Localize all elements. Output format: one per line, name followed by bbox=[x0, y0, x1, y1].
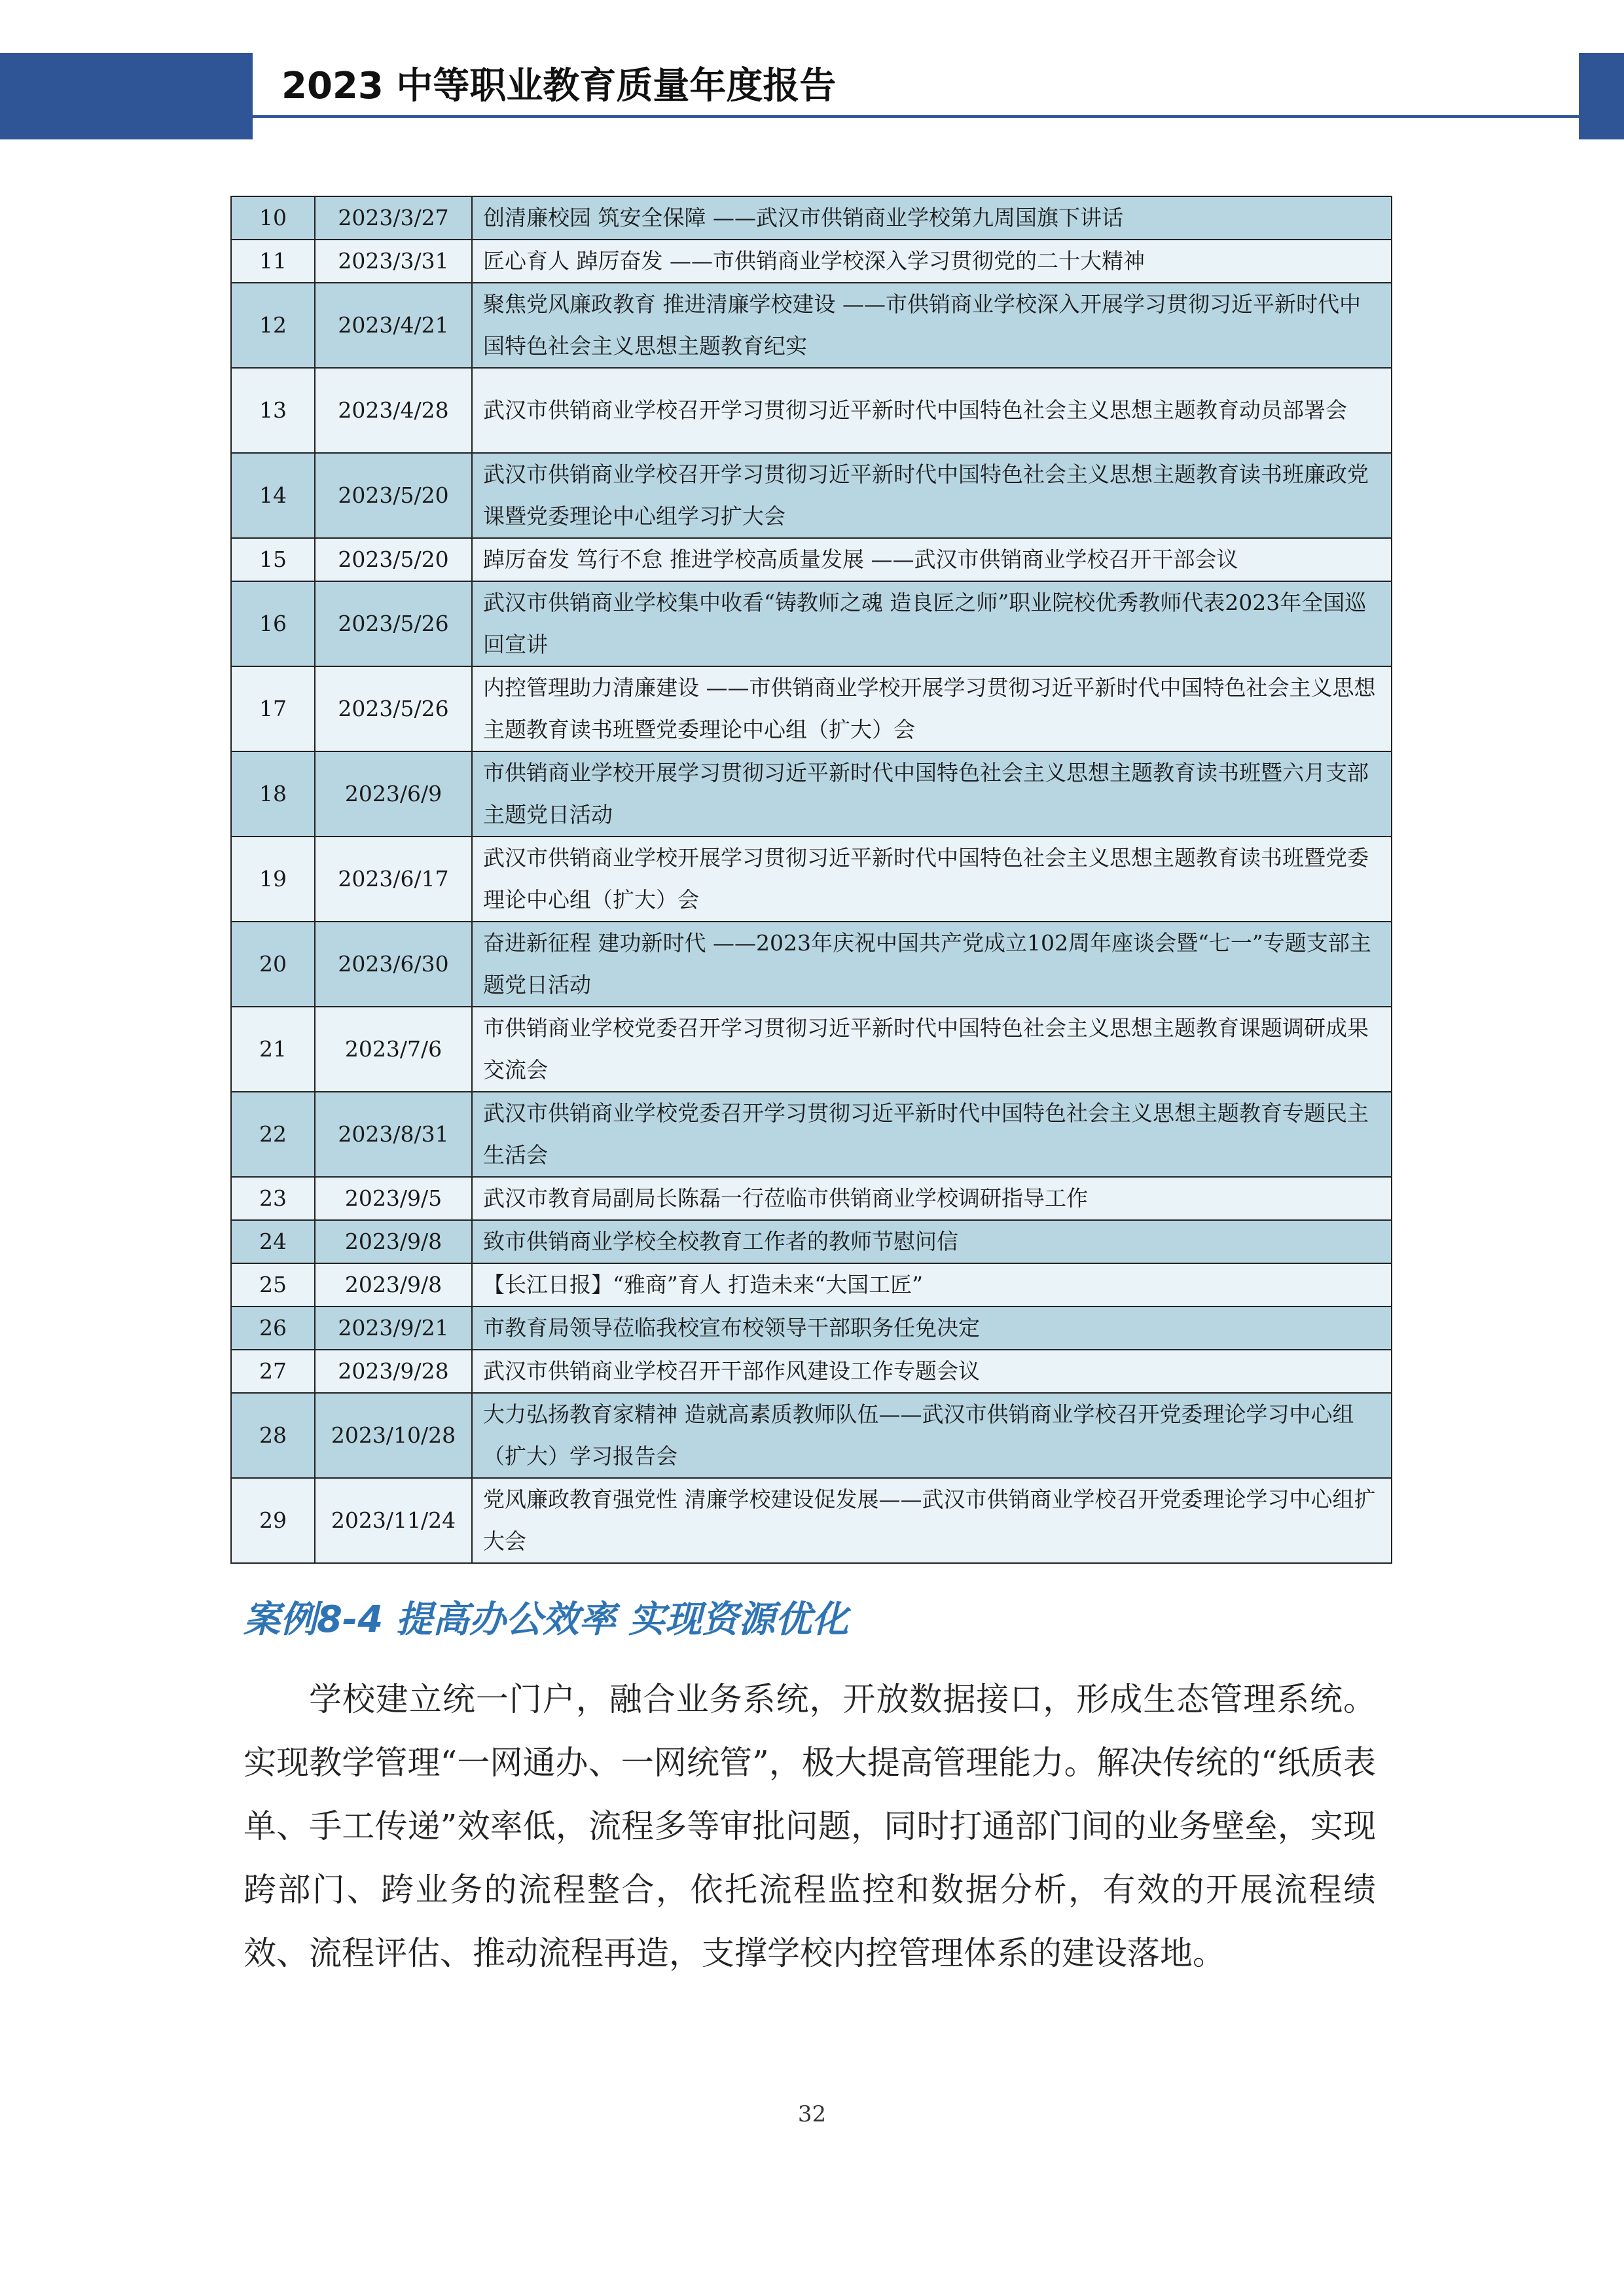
table-row bbox=[231, 1007, 1392, 1092]
row-number-cell: 20 bbox=[231, 922, 315, 1007]
table-row bbox=[231, 922, 1392, 1007]
row-date-cell: 2023/8/31 bbox=[315, 1092, 472, 1177]
row-date-cell: 2023/3/27 bbox=[315, 196, 472, 240]
row-number-cell: 14 bbox=[231, 453, 315, 538]
row-date-cell: 2023/10/28 bbox=[315, 1393, 472, 1478]
row-date-cell: 2023/9/8 bbox=[315, 1220, 472, 1263]
row-title-cell: 武汉市供销商业学校召开干部作风建设工作专题会议 bbox=[472, 1350, 1392, 1393]
row-number-cell: 12 bbox=[231, 283, 315, 368]
row-date-cell: 2023/6/17 bbox=[315, 837, 472, 922]
row-number-cell: 28 bbox=[231, 1393, 315, 1478]
table-row bbox=[231, 538, 1392, 581]
row-number-cell: 26 bbox=[231, 1307, 315, 1350]
row-date-cell: 2023/5/26 bbox=[315, 666, 472, 751]
row-title-cell: 武汉市供销商业学校召开学习贯彻习近平新时代中国特色社会主义思想主题教育读书班廉政党课暨党委理论中心组学习扩大会 bbox=[472, 453, 1392, 538]
header-accent-right bbox=[1579, 53, 1624, 139]
row-title-cell: 创清廉校园 筑安全保障 ——武汉市供销商业学校第九周国旗下讲话 bbox=[472, 196, 1392, 240]
row-title-cell: 奋进新征程 建功新时代 ——2023年庆祝中国共产党成立102周年座谈会暨“七一”专题支部主题党日活动 bbox=[472, 922, 1392, 1007]
row-title-cell: 市供销商业学校开展学习贯彻习近平新时代中国特色社会主义思想主题教育读书班暨六月支部主题党日活动 bbox=[472, 751, 1392, 837]
row-number-cell: 27 bbox=[231, 1350, 315, 1393]
row-number-cell: 24 bbox=[231, 1220, 315, 1263]
table-row bbox=[231, 837, 1392, 922]
row-date-cell: 2023/9/8 bbox=[315, 1263, 472, 1307]
row-date-cell: 2023/5/20 bbox=[315, 453, 472, 538]
header-rule bbox=[253, 115, 1579, 118]
row-title-cell: 武汉市供销商业学校党委召开学习贯彻习近平新时代中国特色社会主义思想主题教育专题民主生活会 bbox=[472, 1092, 1392, 1177]
row-title-cell: 聚焦党风廉政教育 推进清廉学校建设 ——市供销商业学校深入开展学习贯彻习近平新时代中国特色社会主义思想主题教育纪实 bbox=[472, 283, 1392, 368]
case-heading: 案例8-4 提高办公效率 实现资源优化 bbox=[244, 1598, 849, 1641]
row-date-cell: 2023/9/21 bbox=[315, 1307, 472, 1350]
row-title-cell: 武汉市供销商业学校召开学习贯彻习近平新时代中国特色社会主义思想主题教育动员部署会 bbox=[472, 368, 1392, 453]
row-title-cell: 内控管理助力清廉建设 ——市供销商业学校开展学习贯彻习近平新时代中国特色社会主义思想主题教育读书班暨党委理论中心组（扩大）会 bbox=[472, 666, 1392, 751]
row-title-cell: 大力弘扬教育家精神 造就高素质教师队伍——武汉市供销商业学校召开党委理论学习中心组（扩大）学习报告会 bbox=[472, 1393, 1392, 1478]
row-title-cell: 【长江日报】“雅商”育人 打造未来“大国工匠” bbox=[472, 1263, 1392, 1307]
row-title-cell: 市教育局领导莅临我校宣布校领导干部职务任免决定 bbox=[472, 1307, 1392, 1350]
row-date-cell: 2023/6/30 bbox=[315, 922, 472, 1007]
page-number: 32 bbox=[797, 2101, 827, 2127]
table-row bbox=[231, 1092, 1392, 1177]
row-date-cell: 2023/9/5 bbox=[315, 1177, 472, 1220]
row-date-cell: 2023/7/6 bbox=[315, 1007, 472, 1092]
report-header-title: 2023 中等职业教育质量年度报告 bbox=[281, 65, 837, 107]
case-body-paragraph: 学校建立统一门户，融合业务系统，开放数据接口，形成生态管理系统。实现教学管理“一网通办、一网统管”，极大提高管理能力。解决传统的“纸质表单、手工传递”效率低，流程多等审批问题，同时打通部门间的业务壁垒，实现跨部门、跨业务的流程整合，依托流程监控和数据分析，有效的开展流程绩效、流程评估、推动流程再造，支撑学校内控管理体系的建设落地。 bbox=[244, 1680, 1376, 1972]
row-number-cell: 19 bbox=[231, 837, 315, 922]
row-number-cell: 21 bbox=[231, 1007, 315, 1092]
row-number-cell: 16 bbox=[231, 581, 315, 666]
table-row bbox=[231, 666, 1392, 751]
row-number-cell: 11 bbox=[231, 240, 315, 283]
row-number-cell: 23 bbox=[231, 1177, 315, 1220]
row-title-cell: 踔厉奋发 笃行不怠 推进学校高质量发展 ——武汉市供销商业学校召开干部会议 bbox=[472, 538, 1392, 581]
row-title-cell: 武汉市教育局副局长陈磊一行莅临市供销商业学校调研指导工作 bbox=[472, 1177, 1392, 1220]
table-row bbox=[231, 1350, 1392, 1393]
table-row bbox=[231, 1177, 1392, 1220]
row-title-cell: 党风廉政教育强党性 清廉学校建设促发展——武汉市供销商业学校召开党委理论学习中心组扩大会 bbox=[472, 1478, 1392, 1563]
row-date-cell: 2023/6/9 bbox=[315, 751, 472, 837]
row-date-cell: 2023/4/21 bbox=[315, 283, 472, 368]
news-list-table bbox=[230, 196, 1392, 1564]
header-accent-left bbox=[0, 53, 253, 139]
row-title-cell: 匠心育人 踔厉奋发 ——市供销商业学校深入学习贯彻党的二十大精神 bbox=[472, 240, 1392, 283]
row-number-cell: 29 bbox=[231, 1478, 315, 1563]
row-number-cell: 17 bbox=[231, 666, 315, 751]
table-row bbox=[231, 751, 1392, 837]
table-row bbox=[231, 1263, 1392, 1307]
row-number-cell: 22 bbox=[231, 1092, 315, 1177]
row-date-cell: 2023/11/24 bbox=[315, 1478, 472, 1563]
row-date-cell: 2023/5/20 bbox=[315, 538, 472, 581]
table-row bbox=[231, 1220, 1392, 1263]
table-row bbox=[231, 453, 1392, 538]
row-date-cell: 2023/3/31 bbox=[315, 240, 472, 283]
table-row bbox=[231, 1307, 1392, 1350]
row-date-cell: 2023/4/28 bbox=[315, 368, 472, 453]
row-title-cell: 武汉市供销商业学校集中收看“铸教师之魂 造良匠之师”职业院校优秀教师代表2023年全国巡回宣讲 bbox=[472, 581, 1392, 666]
row-title-cell: 市供销商业学校党委召开学习贯彻习近平新时代中国特色社会主义思想主题教育课题调研成果交流会 bbox=[472, 1007, 1392, 1092]
table-row bbox=[231, 1393, 1392, 1478]
row-date-cell: 2023/5/26 bbox=[315, 581, 472, 666]
table-row bbox=[231, 581, 1392, 666]
row-number-cell: 18 bbox=[231, 751, 315, 837]
row-number-cell: 10 bbox=[231, 196, 315, 240]
table-row bbox=[231, 283, 1392, 368]
row-title-cell: 致市供销商业学校全校教育工作者的教师节慰问信 bbox=[472, 1220, 1392, 1263]
table-row bbox=[231, 196, 1392, 240]
table-row bbox=[231, 368, 1392, 453]
row-date-cell: 2023/9/28 bbox=[315, 1350, 472, 1393]
table-row bbox=[231, 240, 1392, 283]
row-number-cell: 25 bbox=[231, 1263, 315, 1307]
row-number-cell: 13 bbox=[231, 368, 315, 453]
row-title-cell: 武汉市供销商业学校开展学习贯彻习近平新时代中国特色社会主义思想主题教育读书班暨党委理论中心组（扩大）会 bbox=[472, 837, 1392, 922]
table-row bbox=[231, 1478, 1392, 1563]
row-number-cell: 15 bbox=[231, 538, 315, 581]
